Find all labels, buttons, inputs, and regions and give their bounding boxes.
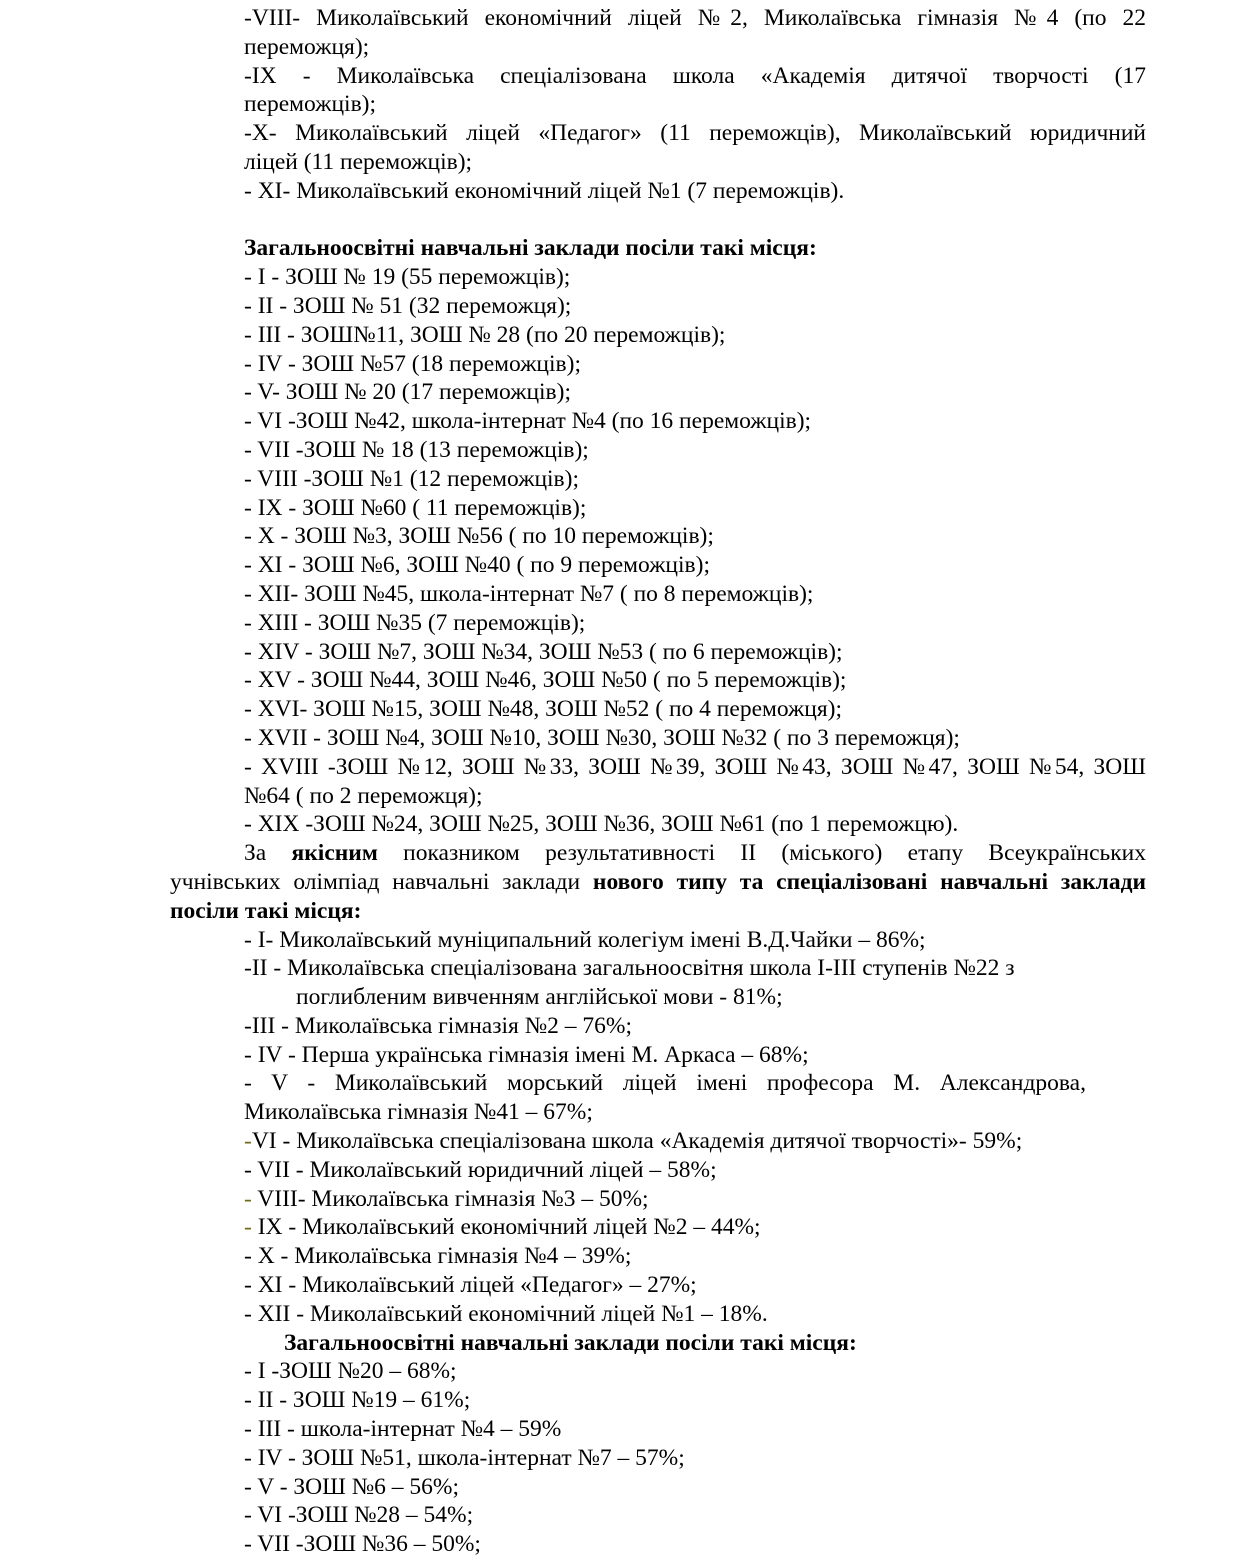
list-item-text: IX - Миколаївський економічний ліцей №2 – 44%; [257,1214,761,1241]
list-item: - II - ЗОШ № 51 (32 переможця); [244,292,572,319]
list-dash: - [244,1156,258,1183]
list-item-text: VI - Миколаївська спеціалізована школа «Академія дитячої творчості»- 59%; [251,1128,1023,1155]
list-item-text: VIII- Миколаївська гімназія №3 – 50%; [257,1185,649,1212]
paragraph-bold-text: якісним [291,840,378,867]
list-item: - VI -ЗОШ №42, школа-інтернат №4 (по 16 переможців); [244,408,812,435]
list-dash: - [244,1214,258,1241]
list-item [244,1271,1146,1300]
list-item: - I - ЗОШ № 19 (55 переможців); [244,264,571,291]
list-item: - IV - Перша українська гімназія імені М. Аркаса – 68%; [244,1041,809,1068]
list-item: - I- Миколаївський муніципальний колегіум імені В.Д.Чайки – 86%; [244,926,926,953]
list-item: -X- Миколаївський ліцей «Педагог» (11 переможців), Миколаївський юридичний [244,120,1146,147]
list-item-continuation: переможця); [244,33,370,60]
list-item: - III - ЗОШ№11, ЗОШ № 28 (по 20 переможців); [244,321,726,348]
list-item [244,1156,1146,1185]
general-schools-quality-list [0,1357,1234,1559]
list-item: - IV - ЗОШ №51, школа-інтернат №7 – 57%; [244,1444,685,1471]
list-item: - IX - ЗОШ №60 ( 11 переможців); [244,494,587,521]
list-item: - XIII - ЗОШ №35 (7 переможців); [244,609,586,636]
list-item: - XV - ЗОШ №44, ЗОШ №46, ЗОШ №50 ( по 5 переможців); [244,667,847,694]
list-item: - VII -ЗОШ № 18 (13 переможців); [244,436,589,463]
list-item: - XVIII -ЗОШ №12, ЗОШ №33, ЗОШ №39, ЗОШ №43, ЗОШ №47, ЗОШ №54, ЗОШ [244,753,1146,780]
list-item [244,1185,1146,1214]
paragraph-text: учнівських олімпіад навчальні заклади [170,868,593,895]
list-item: - XII- ЗОШ №45, школа-інтернат №7 ( по 8 переможців); [244,580,814,607]
paragraph-line [170,868,1146,897]
list-item-continuation: Миколаївська гімназія №41 – 67%; [244,1099,593,1126]
list-item-continuation: поглибленим вивченням англійської мови - 81%; [296,984,783,1011]
list-item [244,1242,1146,1271]
list-item: - V - Миколаївський морський ліцей імені професора М. Александрова, [244,1070,1086,1097]
list-item-continuation: переможців); [244,91,377,118]
list-item [244,1213,1146,1242]
list-item-continuation: ліцей (11 переможців); [244,148,473,175]
list-dash: - [244,1300,258,1327]
list-item: - XIX -ЗОШ №24, ЗОШ №25, ЗОШ №36, ЗОШ №61 (по 1 переможцю). [244,811,959,838]
list-item: - XVII - ЗОШ №4, ЗОШ №10, ЗОШ №30, ЗОШ №32 ( по 3 переможця); [244,724,960,751]
paragraph-line [244,839,1146,868]
list-item: - XIV - ЗОШ №7, ЗОШ №34, ЗОШ №53 ( по 6 переможців); [244,638,843,665]
list-item: -VIII- Миколаївський економічний ліцей №2, Миколаївська гімназія №4 (по 22 [244,5,1146,31]
paragraph-text: показником результативності II (міського) етапу Всеукраїнських [377,840,1146,867]
special-schools-quality-list [0,926,1234,1329]
list-item: -III - Миколаївська гімназія №2 – 76%; [244,1012,632,1039]
list-item: - V - ЗОШ №6 – 56%; [244,1473,459,1500]
list-item-continuation: №64 ( по 2 переможця); [244,782,483,809]
list-item: - XI - ЗОШ №6, ЗОШ №40 ( по 9 переможців); [244,552,710,579]
list-dash: - [244,1185,258,1212]
paragraph-line: посіли такі місця: [170,897,362,924]
list-item: - X - ЗОШ №3, ЗОШ №56 ( по 10 переможців); [244,523,714,550]
list-item: -II - Миколаївська спеціалізована загальноосвітня школа І-ІІІ ступенів №22 з [244,955,1015,982]
list-item [244,1127,1146,1156]
list-item: - VIII -ЗОШ №1 (12 переможців); [244,465,580,492]
list-item-text: VII - Миколаївський юридичний ліцей – 58%; [257,1156,717,1183]
list-item-text: XI - Миколаївський ліцей «Педагог» – 27%; [257,1272,697,1299]
blank-line [0,206,1234,235]
list-dash: - [244,1272,258,1299]
list-dash: - [244,1243,258,1270]
paragraph-text: За [244,840,292,867]
list-item: - VII -ЗОШ №36 – 50%; [244,1531,481,1558]
section-heading: Загальноосвітні навчальні заклади посіли такі місця: [284,1329,857,1356]
list-item: - XVI- ЗОШ №15, ЗОШ №48, ЗОШ №52 ( по 4 переможця); [244,696,843,723]
list-item-text: X - Миколаївська гімназія №4 – 39%; [257,1243,632,1270]
paragraph-bold-text: нового типу та спеціалізовані навчальні заклади [592,868,1147,895]
quality-paragraph [0,839,1234,925]
list-item: - III - школа-інтернат №4 – 59% [244,1416,562,1443]
general-schools-count-list [0,263,1234,839]
list-item: - V- ЗОШ № 20 (17 переможців); [244,379,572,406]
list-item: - IV - ЗОШ №57 (18 переможців); [244,350,581,377]
list-item-text: XII - Миколаївський економічний ліцей №1 – 18%. [257,1300,768,1327]
list-item [244,1300,1146,1329]
list-item: - I -ЗОШ №20 – 68%; [244,1358,457,1385]
list-dash: - [244,1128,252,1155]
list-item: - VI -ЗОШ №28 – 54%; [244,1502,474,1529]
list-item: - XI- Миколаївський економічний ліцей №1 (7 переможців). [244,177,845,204]
list-item: -IX - Миколаївська спеціалізована школа «Академія дитячої творчості (17 [244,62,1146,89]
top-list [0,4,1234,206]
section-heading: Загальноосвітні навчальні заклади посіли такі місця: [244,235,817,262]
list-item: - II - ЗОШ №19 – 61%; [244,1387,471,1414]
